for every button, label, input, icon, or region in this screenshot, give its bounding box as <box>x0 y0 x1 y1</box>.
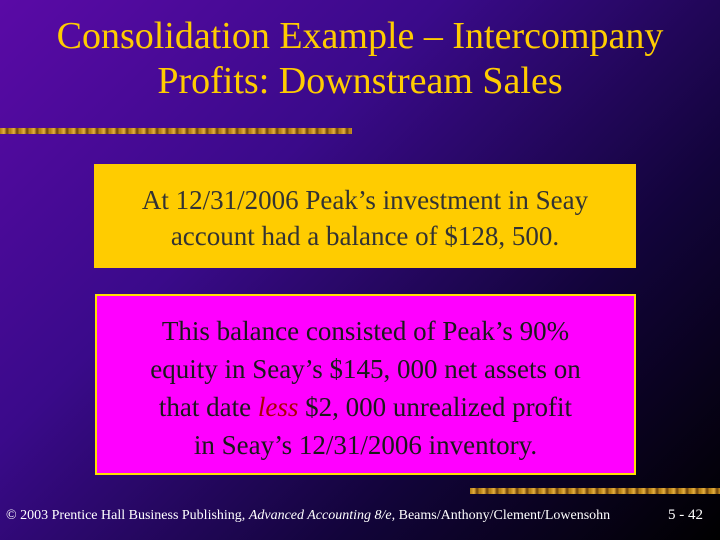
explanation-line-2: equity in Seay’s $145, 000 net assets on <box>150 354 581 384</box>
footer-citation <box>6 508 610 524</box>
explanation-line-3-start: that date <box>158 392 258 422</box>
page-number: 5 - 42 <box>668 507 703 523</box>
balance-callout-line-1: At 12/31/2006 Peak’s investment in Seay <box>141 185 589 215</box>
slide-title-line-2: Profits: Downstream Sales <box>157 60 563 102</box>
explanation-box <box>95 294 636 475</box>
balance-callout-line-2: account had a balance of $128, 500. <box>170 221 560 251</box>
explanation-line-3 <box>97 388 634 426</box>
emphasis-word-less: less <box>257 392 299 422</box>
footer-authors: Beams/Anthony/Clement/Lowensohn <box>395 508 611 523</box>
explanation-line-4: in Seay’s 12/31/2006 inventory. <box>193 430 538 460</box>
balance-callout-box <box>94 164 636 268</box>
explanation-line-1: This balance consisted of Peak’s 90% <box>161 316 570 346</box>
slide-title <box>0 14 720 104</box>
footer-copyright: © 2003 Prentice Hall Business Publishing, <box>6 508 249 523</box>
slide-title-line-1: Consolidation Example – Intercompany <box>56 15 664 57</box>
footer-book-title: Advanced Accounting 8/e, <box>248 508 396 523</box>
decorative-rule-bottom <box>470 488 720 494</box>
explanation-line-3-end: $2, 000 unrealized profit <box>298 392 573 422</box>
decorative-rule-top <box>0 128 352 134</box>
